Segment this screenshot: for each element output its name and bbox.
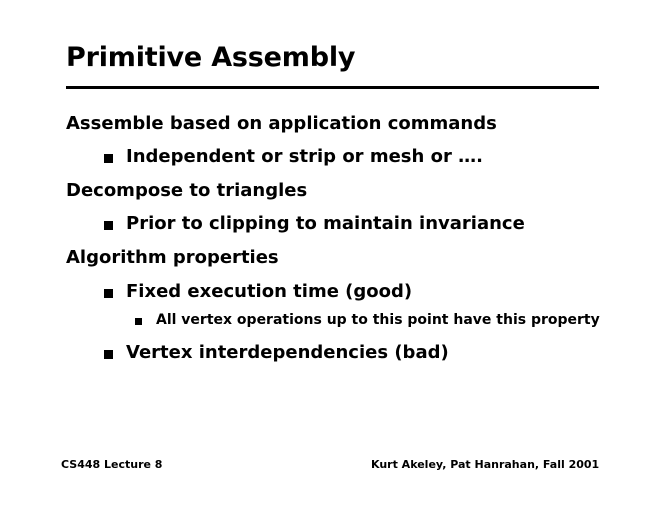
footer-authors: Kurt Akeley, Pat Hanrahan, Fall 2001 xyxy=(371,458,600,471)
slide-title: Primitive Assembly xyxy=(66,42,356,73)
square-bullet-icon xyxy=(135,318,142,325)
square-bullet-icon xyxy=(104,154,113,163)
bullet-level1-algorithm: Algorithm properties xyxy=(66,247,279,268)
bullet-level2-interdependencies: Vertex interdependencies (bad) xyxy=(126,342,449,363)
square-bullet-icon xyxy=(104,289,113,298)
square-bullet-icon xyxy=(104,350,113,359)
bullet-level1-decompose: Decompose to triangles xyxy=(66,180,308,201)
bullet-level2-fixed-time: Fixed execution time (good) xyxy=(126,281,413,302)
bullet-level2-clipping: Prior to clipping to maintain invariance xyxy=(126,213,525,234)
square-bullet-icon xyxy=(104,221,113,230)
bullet-level3-vertex-ops: All vertex operations up to this point have this property xyxy=(156,312,600,328)
bullet-level2-independent: Independent or strip or mesh or …. xyxy=(126,146,483,167)
title-divider xyxy=(66,86,599,89)
bullet-level1-assemble: Assemble based on application commands xyxy=(66,113,497,134)
footer-course: CS448 Lecture 8 xyxy=(61,458,163,471)
